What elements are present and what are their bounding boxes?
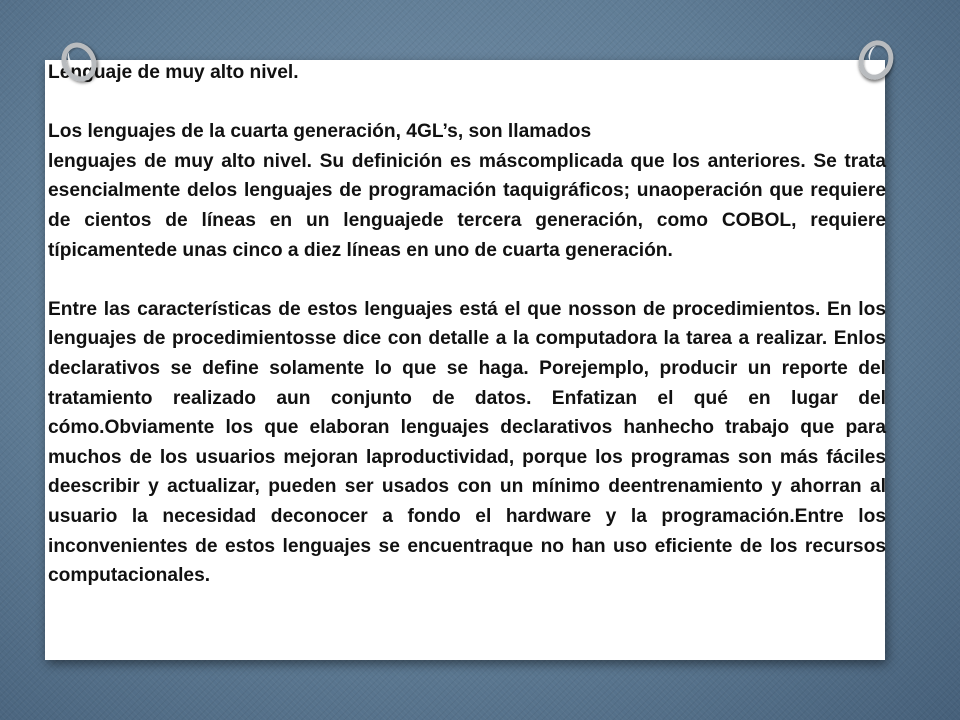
paragraph-2: Entre las características de estos lenguajes está el que nosson de procedimientos. En los lenguajes de procedimientosse dice con detalle a la computadora la tarea a realizar. Enlos declarativos se define solamente lo que se haga. Porejemplo, producir un reporte del tratamiento realizado aun conjunto de datos. Enfatizan el qué en lugar del cómo.Obviamente los que elaboran lenguajes declarativos hanhecho trabajo que para muchos de los usuarios mejoran laproductividad, porque los programas son más fáciles deescribir y actualizar, pueden ser usados con un mínimo deentrenamiento y ahorran al usuario la necesidad deconocer a fondo el hardware y la programación.Entre los inconvenientes de estos lenguajes se encuentraque no han uso eficiente de los recursos computacionales. [48, 298, 886, 587]
spacer [48, 265, 886, 295]
slide-text [48, 58, 886, 591]
paragraph-1-body: lenguajes de muy alto nivel. Su definición es máscomplicada que los anteriores. Se trata esencialmente delos lenguajes de programación taquigráficos; unaoperación que requiere de cientos de líneas en un lenguajede tercera generación, como COBOL, requiere típicamentede unas cinco a diez líneas en uno de cuarta generación. [48, 150, 886, 261]
paragraph-1-first-line: Los lenguajes de la cuarta generación, 4GL’s, son llamados [48, 121, 592, 143]
spacer [48, 88, 886, 118]
slide-title: Lenguaje de muy alto nivel. [48, 62, 299, 83]
